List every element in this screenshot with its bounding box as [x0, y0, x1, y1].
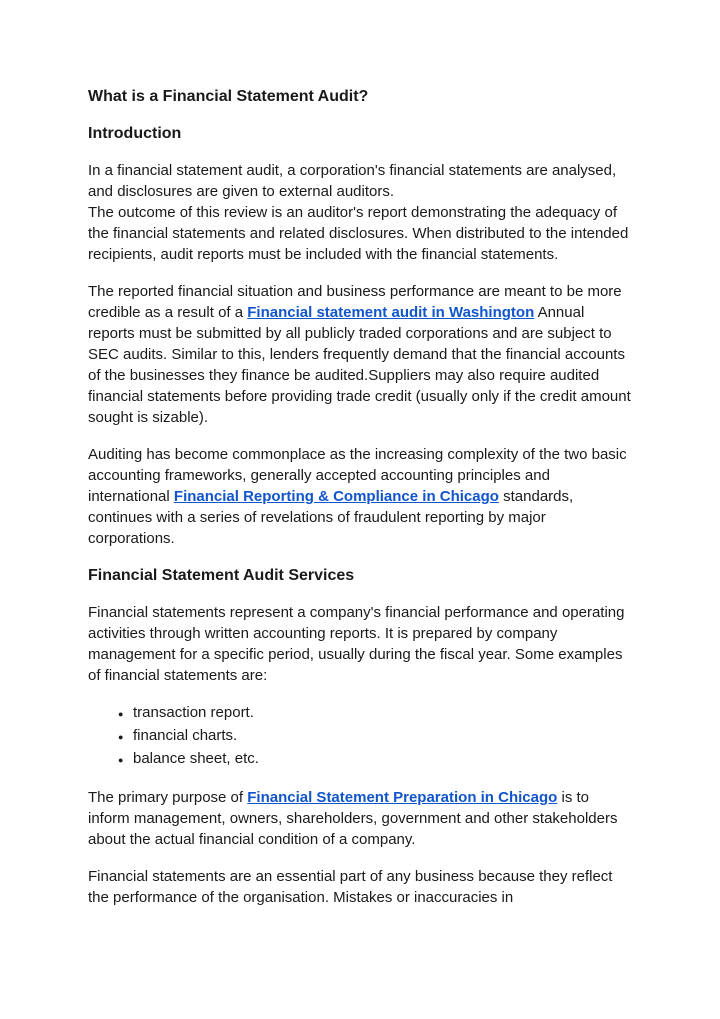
text-run: The primary purpose of: [88, 789, 248, 806]
list-item-label: transaction report.: [133, 704, 254, 721]
text-run: The reported financial situation and business performance are meant to be more credible as a result of a: [88, 283, 622, 321]
paragraph-introduction: [88, 160, 633, 265]
paragraph-auditing-commonplace: [88, 444, 633, 549]
heading-financial-statement-audit-services: Financial Statement Audit Services: [88, 567, 355, 584]
text-run: In a financial statement audit, a corporation's financial statements are analysed, and disclosures are given to external auditors.: [88, 162, 617, 200]
list-item: [88, 702, 633, 725]
financial-statement-examples-list: [88, 702, 633, 771]
document-title: What is a Financial Statement Audit?: [88, 88, 369, 105]
list-item-label: balance sheet, etc.: [133, 750, 259, 767]
link-financial-statement-audit-in-washington[interactable]: Financial statement audit in Washington: [247, 304, 535, 321]
list-item: [88, 725, 633, 748]
paragraph-primary-purpose: [88, 787, 633, 850]
paragraph-financial-statements-definition: [88, 602, 633, 686]
heading-introduction: Introduction: [88, 125, 182, 142]
text-run: Annual reports must be submitted by all publicly traded corporations and are subject to SEC audits. Similar to this, lenders frequently demand that the financial accounts of the businesses they finance be audited.Suppliers may also require audited financial statements before providing trade credit (usually only if the credit amount sought is sizable).: [88, 304, 631, 426]
link-financial-reporting-compliance-in-chicago[interactable]: Financial Reporting & Compliance in Chicago: [173, 488, 499, 505]
paragraph-audit-credibility: [88, 281, 633, 428]
list-item: [88, 748, 633, 771]
list-item-label: financial charts.: [133, 727, 238, 744]
text-run: is to inform management, owners, shareholders, government and other stakeholders about the actual financial condition of a company.: [88, 789, 618, 848]
paragraph-essential-part: [88, 866, 633, 908]
bullet-icon: ●: [118, 755, 124, 765]
text-run: standards, continues with a series of revelations of fraudulent reporting by major corporations.: [88, 488, 574, 547]
text-run: Financial statements are an essential part of any business because they reflect the performance of the organisation. Mistakes or inaccuracies in: [88, 868, 613, 906]
link-financial-statement-preparation-in-chicago[interactable]: Financial Statement Preparation in Chicago: [247, 789, 558, 806]
text-run: Financial statements represent a company's financial performance and operating activities through written accounting reports. It is prepared by company management for a specific period, usually during the fiscal year. Some examples of financial statements are:: [88, 604, 625, 684]
text-run: Auditing has become commonplace as the increasing complexity of the two basic accounting frameworks, generally accepted accounting principles and international: [88, 446, 627, 505]
bullet-icon: ●: [118, 732, 124, 742]
bullet-icon: ●: [118, 709, 124, 719]
text-run: The outcome of this review is an auditor's report demonstrating the adequacy of the financial statements and related disclosures. When distributed to the intended recipients, audit reports must be included with the financial statements.: [88, 204, 629, 263]
